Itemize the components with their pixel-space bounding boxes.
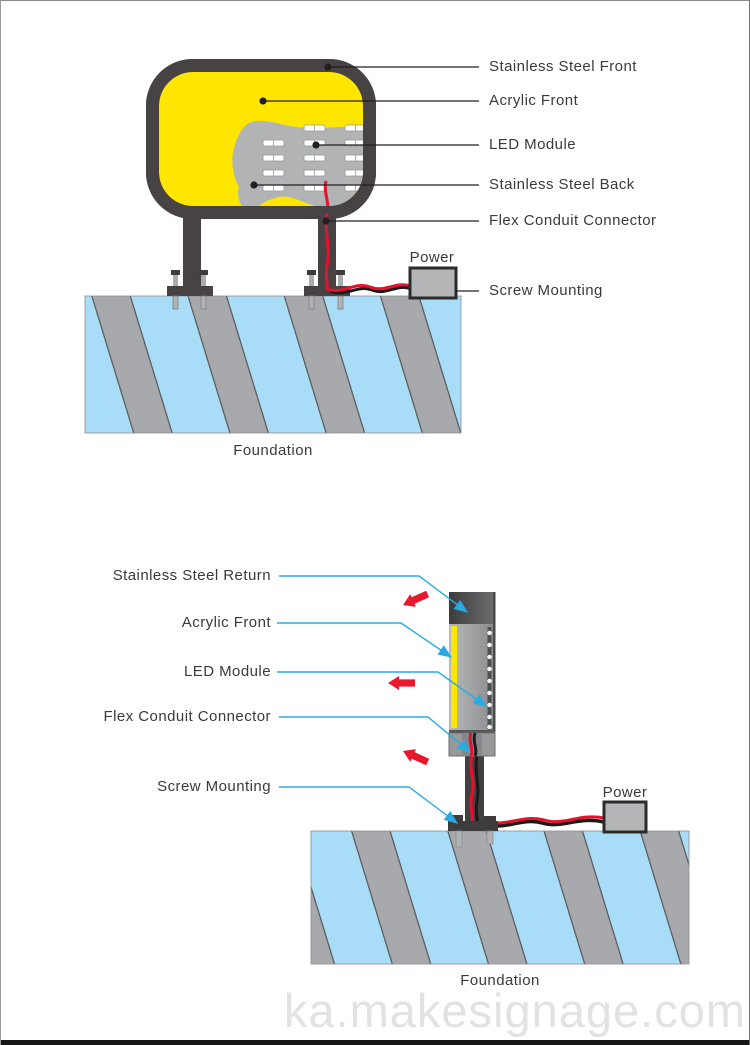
label-acrylic-front: Acrylic Front xyxy=(489,92,579,109)
front-power-box xyxy=(410,268,456,298)
red-arrow-icon xyxy=(400,745,430,769)
label-led-module: LED Module xyxy=(489,136,577,153)
side-foundation xyxy=(311,831,689,964)
side-acrylic-strip xyxy=(451,626,457,728)
label-stainless-steel-return: Stainless Steel Return xyxy=(112,567,271,584)
front-sign xyxy=(146,59,376,219)
label-power-front: Power xyxy=(409,249,455,266)
label-stainless-steel-back: Stainless Steel Back xyxy=(489,176,635,193)
red-arrow-icon xyxy=(400,588,430,612)
label-screw-mounting-side: Screw Mounting xyxy=(157,778,271,795)
front-foundation xyxy=(85,296,461,433)
front-base-plate-left xyxy=(167,286,213,296)
label-foundation-side: Foundation xyxy=(460,972,540,989)
front-view xyxy=(85,59,479,433)
label-led-module-side: LED Module xyxy=(183,663,271,680)
side-view xyxy=(277,576,689,964)
label-flex-conduit-connector: Flex Conduit Connector xyxy=(489,212,657,229)
label-stainless-steel-front: Stainless Steel Front xyxy=(489,58,637,75)
viewing-direction-arrows xyxy=(388,588,431,769)
label-power-side: Power xyxy=(602,784,648,801)
stainless-steel-return-top xyxy=(449,592,495,624)
side-power-box xyxy=(604,802,646,832)
label-acrylic-front-side: Acrylic Front xyxy=(181,614,271,631)
side-power-cable xyxy=(484,817,604,826)
label-flex-conduit-connector-side: Flex Conduit Connector xyxy=(103,708,271,725)
bottom-border-bar xyxy=(1,1040,749,1045)
sign-mounting-illustration xyxy=(1,1,750,1045)
side-led-column xyxy=(487,627,491,730)
label-foundation-front: Foundation xyxy=(233,442,313,459)
red-arrow-icon xyxy=(388,676,415,690)
watermark: ka.makesignage.com xyxy=(283,984,746,1037)
label-screw-mounting: Screw Mounting xyxy=(489,282,603,299)
side-sign xyxy=(449,592,496,756)
